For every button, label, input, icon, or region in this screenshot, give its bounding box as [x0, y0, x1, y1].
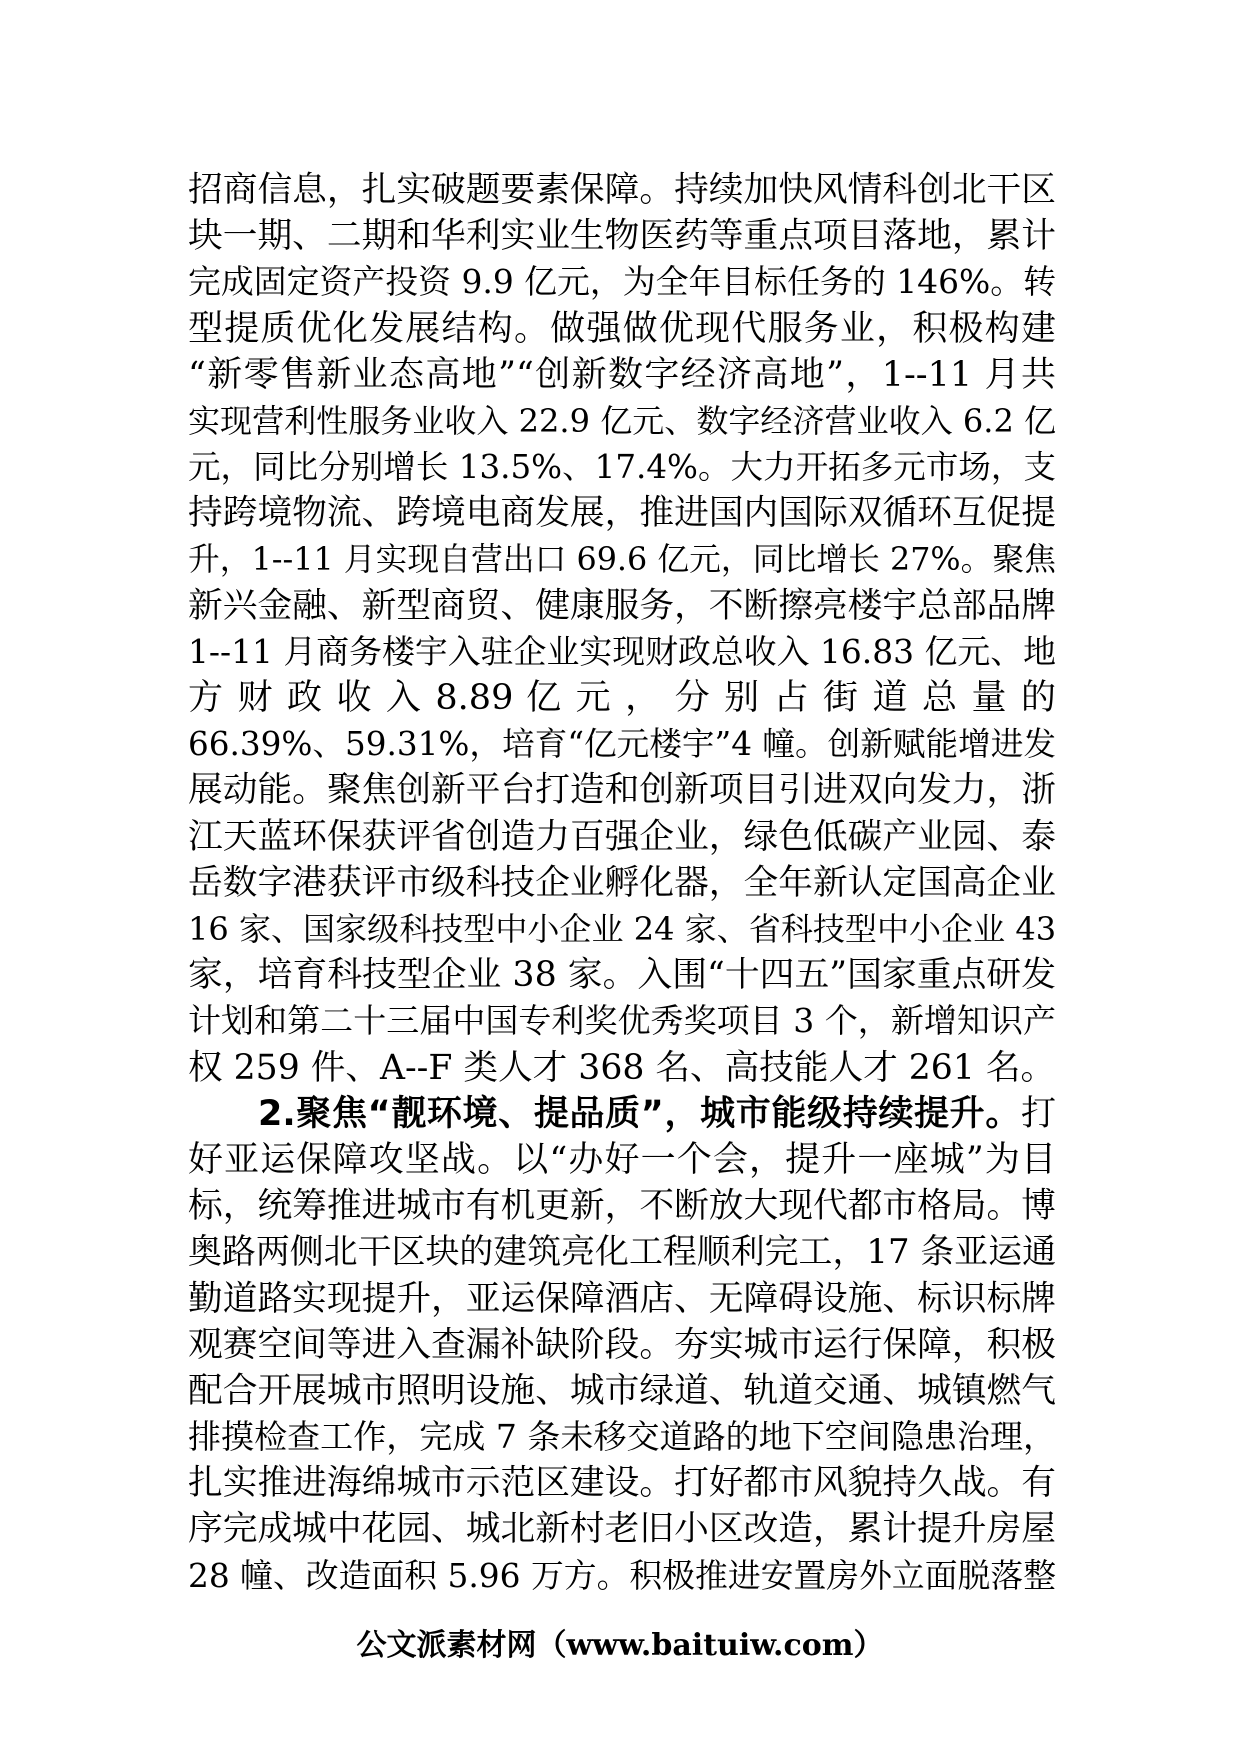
text-line: 实现营利性服务业收入 22.9 亿元、数字经济营业收入 6.2 亿 — [188, 401, 1056, 440]
text-line: 观赛空间等进入查漏补缺阶段。夯实城市运行保障，积极 — [188, 1324, 1056, 1365]
text-line: 升，1--11 月实现自营出口 69.6 亿元，同比增长 27%。聚焦 — [188, 541, 1056, 578]
text-line: 28 幢、改造面积 5.96 万方。积极推进安置房外立面脱落整 — [188, 1556, 1056, 1595]
text-line: 元，同比分别增长 13.5%、17.4%。大力开拓多元市场，支 — [188, 448, 1056, 487]
text-line: 江天蓝环保获评省创造力百强企业，绿色低碳产业园、泰 — [188, 816, 1056, 857]
text-line: 排摸检查工作，完成 7 条未移交道路的地下空间隐患治理， — [188, 1417, 1056, 1457]
text-line: 完成固定资产投资 9.9 亿元，为全年目标任务的 146%。转 — [188, 262, 1056, 302]
text-line: 配合开展城市照明设施、城市绿道、轨道交通、城镇燃气 — [188, 1370, 1056, 1411]
text-line: 权 259 件、A--F 类人才 368 名、高技能人才 261 名。 — [188, 1047, 1056, 1088]
text-line: 持跨境物流、跨境电商发展，推进国内国际双循环互促提 — [188, 493, 1056, 534]
section-heading: 2.聚焦“靓环境、提品质”，城市能级持续提升。 — [258, 1093, 1021, 1134]
text-line: 方 财 政 收 入 8.89 亿 元 ， 分 别 占 街 道 总 量 的 — [188, 678, 1056, 719]
text-line: 块一期、二期和华利实业生物医药等重点项目落地，累计 — [188, 216, 1056, 257]
text-line: 1--11 月商务楼宇入驻企业实现财政总收入 16.83 亿元、地 — [188, 631, 1056, 671]
body-text — [188, 167, 1056, 1599]
text-line: 招商信息，扎实破题要素保障。持续加快风情科创北干区 — [188, 170, 1056, 210]
section-heading-tail: 打 — [1020, 1093, 1056, 1134]
text-line: 家，培育科技型企业 38 家。入围“十四五”国家重点研发 — [188, 955, 1056, 996]
footer-watermark: 公文派素材网（www.baituiw.com） — [356, 1628, 884, 1663]
text-line: 16 家、国家级科技型中小企业 24 家、省科技型中小企业 43 — [188, 910, 1056, 948]
section-heading-line — [188, 1091, 1056, 1137]
text-line: 展动能。聚焦创新平台打造和创新项目引进双向发力，浙 — [188, 770, 1056, 811]
text-line: 序完成城中花园、城北新村老旧小区改造，累计提升房屋 — [188, 1509, 1056, 1550]
text-line: 扎实推进海绵城市示范区建设。打好都市风貌持久战。有 — [188, 1463, 1056, 1504]
text-line: “新零售新业态高地”“创新数字经济高地”，1--11 月共 — [188, 354, 1056, 395]
text-line: 标，统筹推进城市有机更新，不断放大现代都市格局。博 — [188, 1186, 1056, 1227]
text-line: 66.39%、59.31%，培育“亿元楼宇”4 幢。创新赋能增进发 — [188, 725, 1056, 764]
text-line: 岳数字港获评市级科技企业孵化器，全年新认定国高企业 — [188, 862, 1056, 903]
text-line: 型提质优化发展结构。做强做优现代服务业，积极构建 — [188, 308, 1056, 349]
text-line: 奥路两侧北干区块的建筑亮化工程顺利完工，17 条亚运通 — [188, 1232, 1056, 1272]
text-line: 计划和第二十三届中国专利奖优秀奖项目 3 个，新增知识产 — [188, 1001, 1056, 1041]
text-line: 勤道路实现提升，亚运保障酒店、无障碍设施、标识标牌 — [188, 1278, 1056, 1319]
text-line: 新兴金融、新型商贸、健康服务，不断擦亮楼宇总部品牌 — [188, 585, 1056, 626]
text-line: 好亚运保障攻坚战。以“办好一个会，提升一座城”为目 — [188, 1139, 1056, 1180]
